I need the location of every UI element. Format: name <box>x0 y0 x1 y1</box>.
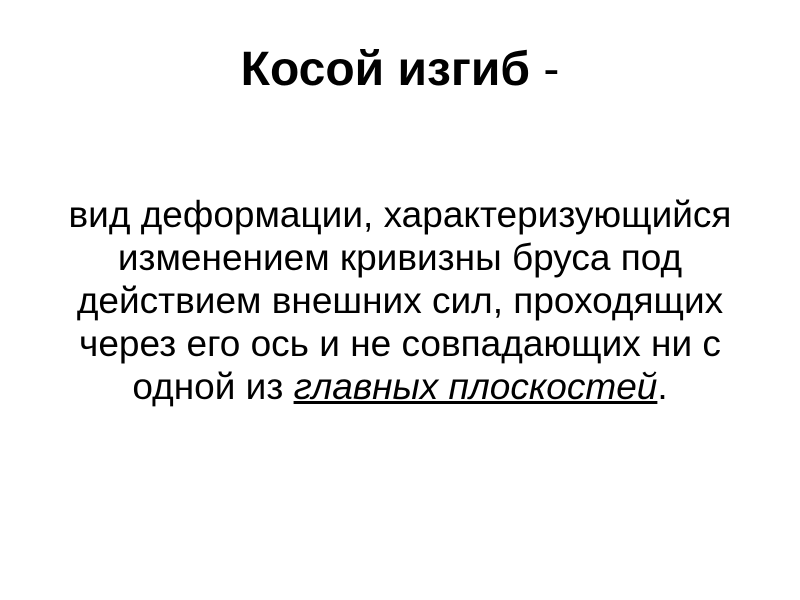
body-line-2: изменением кривизны бруса под <box>117 237 683 278</box>
slide-title-dash: - <box>530 43 560 96</box>
emphasized-term: главных плоскостей <box>293 366 658 407</box>
slide-title <box>0 0 800 94</box>
slide-body-paragraph <box>0 193 800 408</box>
body-line-4: через его ось и не совпадающих ни с <box>79 323 721 364</box>
body-line-5-suffix: . <box>657 366 668 407</box>
body-line-5-prefix: одной из <box>132 366 294 407</box>
body-line-5 <box>0 365 800 408</box>
body-line-3: действием внешних сил, проходящих <box>76 280 724 321</box>
slide-title-text: Косой изгиб <box>240 43 531 96</box>
body-line-1: вид деформации, характеризующийся <box>68 194 732 235</box>
